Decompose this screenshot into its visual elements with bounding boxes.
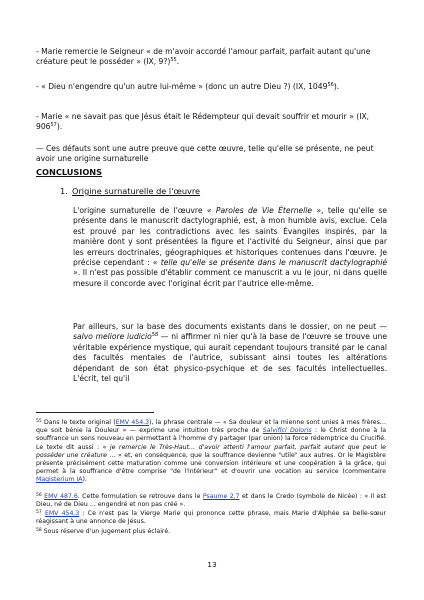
text: . Cette formulation se retrouve dans le [77,493,203,500]
footnote-number: 57 [36,510,42,515]
text: ). [82,476,87,484]
link-emv-454-3[interactable]: EMV 454.3 [44,510,80,517]
italic-latin: salvo meliore iudicio [73,332,152,342]
text: : le Christ donne à la souffrance un sens nouveau en permettant à l'homme d'y partager (par union) la force rédemptrice du Crucifié. Le texte dit aussi : « [36,427,387,451]
footnote-ref-58[interactable]: 58 [151,332,159,339]
footnote-number: 55 [36,419,42,424]
footnote-56 [36,493,386,509]
italic-title: « Paroles de Vie Éternelle » [206,206,322,215]
footnote-55 [36,419,386,485]
paragraph-ces-defauts: — Ces défauts sont une autre preuve que cette œuvre, telle qu'elle se présente, ne peut avoir une origine surnaturelle [36,144,374,164]
footnote-number: 58 [36,528,42,533]
text: - Marie remercie le Seigneur « de m'avoir accordé l'amour parfait, parfait autant qu'une créature peut le posséder » (IX, 9?) [36,47,371,67]
subsection-heading [60,186,200,196]
text: et dans le Credo (symbole de Nicée) : « Il est Dieu, né de Dieu … engendré et non pas créé ». [36,493,386,509]
page-number: 13 [207,560,217,569]
text: — ni affirmer ni nier qu'à la base de l'œuvre se trouve une véritable expérience mystique, qui aurait cependant toujours transité par le canal des facultés mentales de l'autrice, subissant ainsi toutes les altérations dépendant de son état physico-psychique et de ses facultés intellectuelles. L'écrit, tel qu'il [73,332,387,384]
text: ). [56,122,63,132]
text: … » et, en conséquence, que la souffrance devienne "utile" aux autres. Or le Magistère présente précisément cette maturation comme une conversion intérieure et une coopération à la grâce, qui permet à la souffrance d'être comprise "de l'intérieur" et d'ouvrir une vocation au service (commentaire [36,451,386,476]
text: Dans le texte original ( [41,419,116,426]
text: ). [333,82,340,91]
link-psaume-2-7[interactable]: Psaume 2,7 [202,493,240,500]
text: L'origine surnaturelle de l'œuvre [73,206,207,215]
text: Par ailleurs, sur la base des documents existants dans le dossier, on ne peut — [73,322,387,331]
paragraph-par-ailleurs [73,322,387,384]
paragraph-marie-remercie [36,47,386,68]
paragraph-dieu-engendre [36,82,386,92]
text: - « Dieu n'engendre qu'un autre lui-même » (donc un autre Dieu ?) (IX, 1049 [36,82,328,91]
paragraph-marie-ne-savait [36,112,386,133]
link-emv-454-3[interactable]: EMV 454.3 [115,419,150,426]
footnote-ref-56[interactable]: 56 [327,82,334,88]
text: . [176,57,180,67]
link-magisterium-ia[interactable]: Magisterium IA [36,476,83,484]
footnote-57 [36,510,386,526]
link-salvifici-doloris[interactable]: Salvifici Doloris [262,427,312,435]
paragraph-origine-surnaturelle [73,206,387,289]
text: ), la phrase centrale — « Sa douleur et la mienne sont unies à mes frères… que soit bénie la Douleur » — exprime une intuition très proche de [36,419,386,435]
text: - Marie « ne savait pas que Jésus était le Rédempteur qui devait souffrir et mourir » (IX, 906 [36,112,370,132]
text: , telle qu'elle se présente dans le manuscrit dactylographié, est, à mon humble avis, exclue. Cela est prouvé par les contradictions avec les saints Évangiles inspirés, par la manière dont y sont présentées la figure et l'activité du Seigneur, ainsi que par les erreurs doctrinales, géographiques et historiques contenues dans l'œuvre. Je précise cependant : [73,206,387,268]
text: Sous réserve d'un jugement plus éclairé. [41,528,171,535]
text: . Il n'est pas possible d'établir comment ce manuscrit a vu le jour, ni dans quelle mesure il concorde avec l'original écrit par l'autrice elle-même. [73,268,387,288]
section-heading-conclusions: CONCLUSIONS [36,167,103,177]
footnote-ref-55[interactable]: 55 [170,57,177,64]
footnote-number: 56 [36,493,42,498]
link-emv-487-6[interactable]: EMV 487.6 [44,493,78,500]
footnote-separator [36,412,154,413]
subsection-title: Origine surnaturelle de l'œuvre [72,186,201,196]
text: : Ce n'est pas la Vierge Marie qui prononce cette phrase, mais Marie d'Alphée sa belle-sœur réagissant à une annonce de Jésus. [36,510,386,526]
subsection-number: 1. [60,186,68,196]
footnote-58 [36,528,386,536]
italic-quote: « telle qu'elle se présente dans le manuscrit dactylographié » [73,258,387,278]
italic-quote: je remercie le Très-Haut… d'avoir attenti l'amour parfait, parfait autant que peut le posséder une créature [36,443,386,459]
footnote-ref-57[interactable]: 57 [50,122,57,129]
